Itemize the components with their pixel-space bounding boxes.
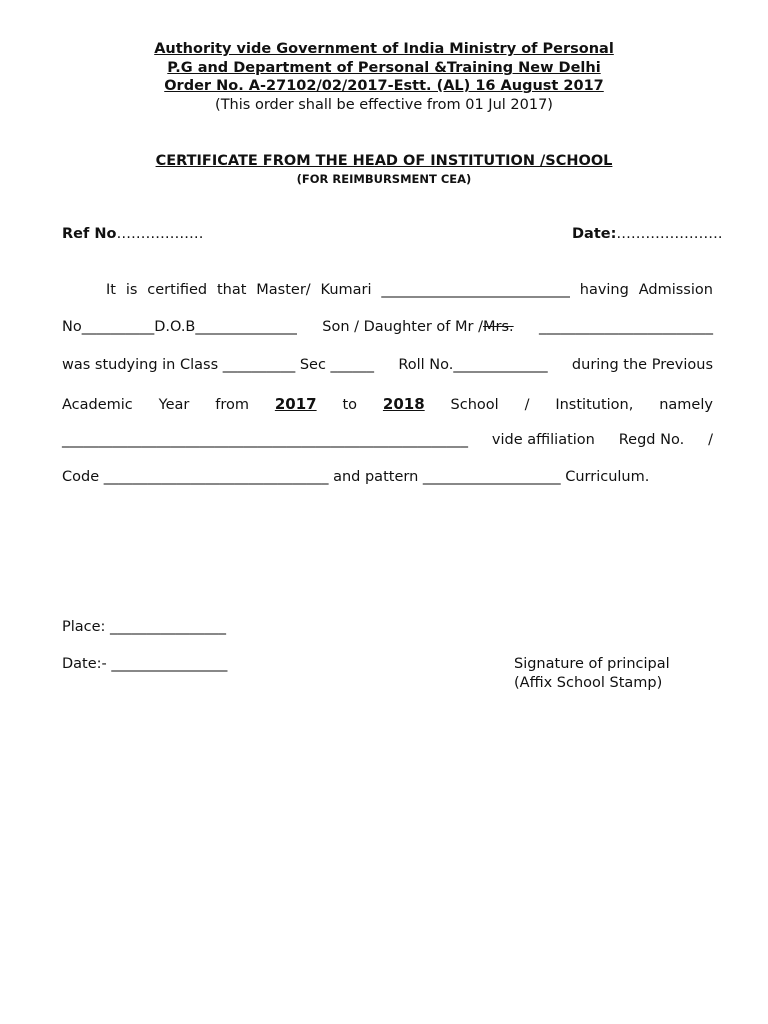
son-daughter-text: Son / Daughter of Mr / [322, 319, 483, 335]
start-year: 2017 [274, 395, 317, 413]
body-word: to [342, 397, 358, 413]
student-name-blank: __________________________ [381, 282, 570, 298]
footer-date-field: Date:- ________________ [62, 656, 228, 672]
date-label: Date: [572, 226, 617, 242]
body-word: that [216, 282, 247, 298]
roll-no-blank: Roll No._____________ [398, 357, 548, 373]
body-line-2 [62, 319, 713, 339]
body-word: It [106, 282, 116, 298]
body-line-5 [62, 432, 713, 452]
place-field: Place: ________________ [62, 619, 227, 635]
ref-number-dots: ……………… [116, 226, 204, 242]
admission-dob-blanks: No__________D.O.B______________ [62, 319, 297, 335]
body-word: Institution, [555, 397, 634, 413]
institution-name-blank: ________________________________________________________ [62, 432, 468, 448]
body-word: having [579, 282, 629, 298]
body-word: Kumari [320, 282, 372, 298]
certificate-title: CERTIFICATE FROM THE HEAD OF INSTITUTION /SCHOOL [155, 153, 613, 169]
body-word: Master/ [256, 282, 311, 298]
date-dots: …………………. [616, 226, 723, 242]
principal-signature-label: Signature of principal [514, 656, 670, 672]
school-stamp-label: (Affix School Stamp) [514, 675, 663, 691]
certificate-subtitle: (FOR REIMBURSMENT CEA) [296, 172, 472, 186]
code-pattern-curriculum: Code _______________________________ and pattern ___________________ Curriculum. [62, 469, 650, 485]
body-word: / [524, 397, 530, 413]
body-word: Year [158, 397, 190, 413]
class-sec-blanks: was studying in Class __________ Sec ______ [62, 357, 375, 373]
ref-number-field [62, 226, 203, 242]
authority-heading-line-2: P.G and Department of Personal &Training New Delhi [167, 60, 601, 76]
parent-label [322, 319, 513, 335]
previous-text: during the Previous [571, 357, 713, 373]
ref-number-label: Ref No [62, 226, 117, 242]
body-word: is [125, 282, 138, 298]
body-word: from [215, 397, 249, 413]
body-line-4 [62, 395, 713, 415]
vide-affiliation-text: vide affiliation [491, 432, 595, 448]
body-word: namely [659, 397, 713, 413]
authority-heading-line-1: Authority vide Government of India Ministry of Personal [154, 41, 614, 57]
body-word: certified [147, 282, 208, 298]
body-word: Academic [62, 397, 133, 413]
slash-text: / [708, 432, 713, 448]
order-number-line: Order No. A-27102/02/2017-Estt. (AL) 16 August 2017 [164, 78, 604, 94]
body-line-6 [62, 469, 713, 489]
body-line-1 [106, 282, 713, 302]
body-word: School [450, 397, 499, 413]
parent-name-blank: ________________________ [539, 319, 713, 335]
regd-no-text: Regd No. [618, 432, 685, 448]
effective-date-note: (This order shall be effective from 01 Jul 2017) [215, 97, 553, 113]
body-word: Admission [638, 282, 713, 298]
mrs-struck-text: Mrs. [482, 319, 514, 335]
body-line-3 [62, 357, 713, 377]
date-field [572, 226, 723, 242]
end-year: 2018 [382, 395, 425, 413]
